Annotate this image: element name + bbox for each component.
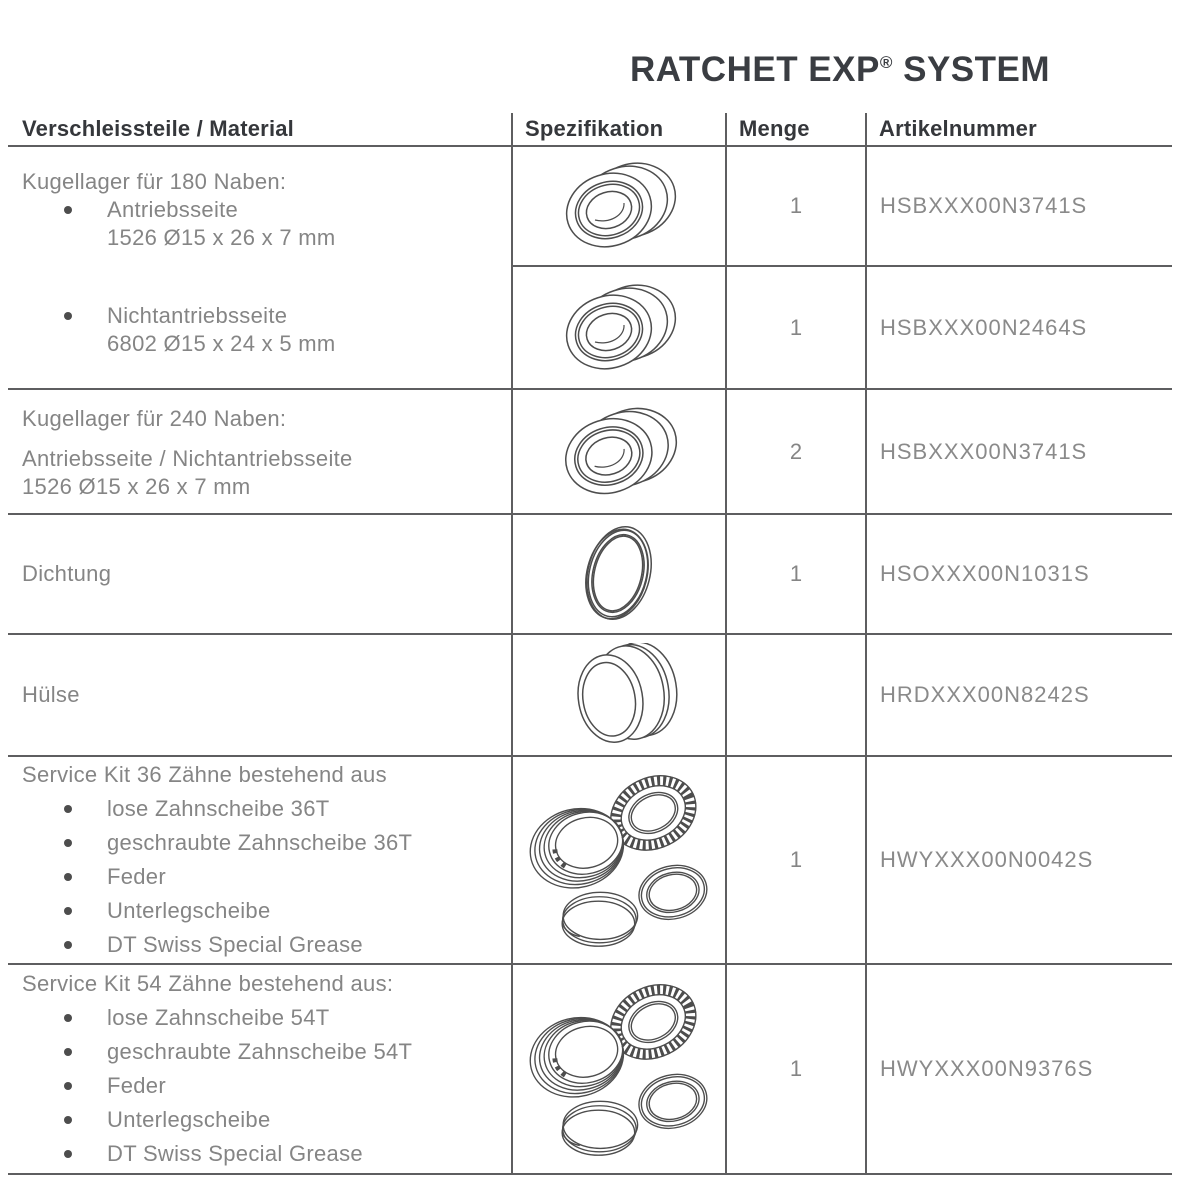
artno-value: HSBXXX00N3741S bbox=[880, 438, 1088, 464]
spec-cell bbox=[513, 635, 727, 757]
row-kit36-title: Service Kit 36 Zähne bestehend aus bbox=[22, 762, 387, 787]
bullet-item bbox=[22, 302, 511, 358]
bullet-icon bbox=[64, 1048, 72, 1056]
bullet-item bbox=[22, 795, 511, 823]
spec-cell bbox=[513, 147, 727, 267]
artno-cell bbox=[867, 635, 1172, 757]
row-sleeve-material-cell bbox=[8, 635, 513, 757]
ball-bearing-illustration bbox=[559, 156, 679, 256]
page-title bbox=[540, 50, 1140, 90]
kit54-bullet-1: geschraubte Zahnscheibe 54T bbox=[107, 1039, 413, 1064]
ratchet-service-kit-illustration bbox=[515, 971, 723, 1167]
bullet-icon bbox=[64, 312, 72, 320]
bullet-icon bbox=[64, 839, 72, 847]
spec-cell bbox=[513, 965, 727, 1175]
artno-cell bbox=[867, 757, 1172, 965]
ratchet-service-kit-illustration bbox=[515, 762, 723, 958]
qty-value: 1 bbox=[789, 561, 803, 586]
bullet-icon bbox=[64, 206, 72, 214]
artno-cell bbox=[867, 267, 1172, 390]
bullet-item bbox=[22, 931, 511, 959]
column-header-artikelnummer-label: Artikelnummer bbox=[879, 116, 1037, 141]
bullet-icon bbox=[64, 1082, 72, 1090]
kit54-bullet-4: DT Swiss Special Grease bbox=[107, 1141, 363, 1166]
kit54-bullet-2: Feder bbox=[107, 1073, 166, 1098]
qty-value: 1 bbox=[789, 193, 803, 218]
row-bearings-180-title: Kugellager für 180 Naben: bbox=[22, 169, 287, 194]
column-header-material bbox=[8, 113, 513, 147]
bullet-item bbox=[22, 863, 511, 891]
bullet-item bbox=[22, 1072, 511, 1100]
bearing-240-dimension: 1526 Ø15 x 26 x 7 mm bbox=[22, 474, 251, 499]
kit36-bullet-1: geschraubte Zahnscheibe 36T bbox=[107, 830, 413, 855]
kit36-bullet-0: lose Zahnscheibe 36T bbox=[107, 796, 330, 821]
bullet-icon bbox=[64, 1014, 72, 1022]
artno-value: HSOXXX00N1031S bbox=[880, 561, 1090, 586]
row-bearings-240-material-cell bbox=[8, 390, 513, 515]
bullet-icon bbox=[64, 1116, 72, 1124]
spec-cell bbox=[513, 757, 727, 965]
qty-value: 1 bbox=[789, 1056, 803, 1081]
artno-value: HSBXXX00N3741S bbox=[880, 193, 1088, 218]
qty-cell bbox=[727, 757, 867, 965]
spec-cell bbox=[513, 390, 727, 515]
artno-value: HSBXXX00N2464S bbox=[880, 314, 1088, 340]
ball-bearing-illustration bbox=[558, 398, 680, 506]
qty-value: 1 bbox=[789, 314, 803, 340]
page-title-text: RATCHET EXP bbox=[629, 50, 880, 89]
row-bearings-240-title: Kugellager für 240 Naben: bbox=[22, 406, 287, 431]
kit36-bullet-4: DT Swiss Special Grease bbox=[107, 932, 363, 957]
registered-trademark-symbol: ® bbox=[879, 53, 893, 72]
qty-cell bbox=[727, 635, 867, 757]
artno-cell bbox=[867, 390, 1172, 515]
qty-cell bbox=[727, 267, 867, 390]
row-kit54-title: Service Kit 54 Zähne bestehend aus: bbox=[22, 971, 394, 996]
qty-value: 1 bbox=[789, 847, 803, 872]
bearing-240-sides-label: Antriebsseite / Nichtantriebsseite bbox=[22, 446, 353, 471]
ball-bearing-illustration bbox=[559, 278, 679, 378]
artno-cell bbox=[867, 147, 1172, 267]
sleeve-illustration bbox=[557, 643, 682, 748]
artno-value: HRDXXX00N8242S bbox=[880, 682, 1090, 707]
bullet-item bbox=[22, 1106, 511, 1134]
qty-cell bbox=[727, 965, 867, 1175]
row-seal-material-cell bbox=[8, 515, 513, 635]
column-header-artikelnummer bbox=[867, 113, 1172, 147]
spec-cell bbox=[513, 267, 727, 390]
bearing-180-drive-side-label: Antriebsseite bbox=[107, 197, 239, 222]
bearing-180-non-drive-side-dimension: 6802 Ø15 x 24 x 5 mm bbox=[107, 331, 336, 356]
artno-value: HWYXXX00N9376S bbox=[880, 1056, 1094, 1081]
seal-ring-illustration bbox=[573, 522, 665, 626]
column-header-menge-label: Menge bbox=[739, 116, 810, 141]
bullet-item bbox=[22, 1140, 511, 1168]
bullet-item bbox=[22, 829, 511, 857]
qty-cell bbox=[727, 390, 867, 515]
qty-value: 2 bbox=[789, 438, 803, 464]
kit36-bullet-3: Unterlegscheibe bbox=[107, 898, 271, 923]
bullet-icon bbox=[64, 873, 72, 881]
bullet-item bbox=[22, 1038, 511, 1066]
kit54-bullet-3: Unterlegscheibe bbox=[107, 1107, 271, 1132]
column-header-spezifikation bbox=[513, 113, 727, 147]
artno-value: HWYXXX00N0042S bbox=[880, 847, 1094, 872]
bearing-180-non-drive-side-label: Nichtantriebsseite bbox=[107, 303, 288, 328]
qty-cell bbox=[727, 147, 867, 267]
artno-cell bbox=[867, 965, 1172, 1175]
bullet-item bbox=[22, 1004, 511, 1032]
bullet-icon bbox=[64, 1150, 72, 1158]
column-header-material-label: Verschleissteile / Material bbox=[22, 116, 294, 141]
column-header-menge bbox=[727, 113, 867, 147]
bearing-180-drive-side-dimension: 1526 Ø15 x 26 x 7 mm bbox=[107, 225, 336, 250]
row-sleeve-title: Hülse bbox=[22, 682, 80, 707]
bullet-item bbox=[22, 897, 511, 925]
bullet-icon bbox=[64, 805, 72, 813]
spec-cell bbox=[513, 515, 727, 635]
kit54-bullet-0: lose Zahnscheibe 54T bbox=[107, 1005, 330, 1030]
qty-cell bbox=[727, 515, 867, 635]
wear-parts-table bbox=[8, 113, 1172, 1175]
row-seal-title: Dichtung bbox=[22, 561, 112, 586]
bullet-item bbox=[22, 196, 511, 252]
bullet-icon bbox=[64, 941, 72, 949]
kit36-bullet-2: Feder bbox=[107, 864, 166, 889]
page-title-suffix: SYSTEM bbox=[892, 50, 1051, 89]
bullet-icon bbox=[64, 907, 72, 915]
row-bearings-180-material-cell bbox=[8, 147, 513, 390]
artno-cell bbox=[867, 515, 1172, 635]
row-kit54-material-cell bbox=[8, 965, 513, 1175]
column-header-spezifikation-label: Spezifikation bbox=[525, 116, 664, 141]
row-kit36-material-cell bbox=[8, 757, 513, 965]
